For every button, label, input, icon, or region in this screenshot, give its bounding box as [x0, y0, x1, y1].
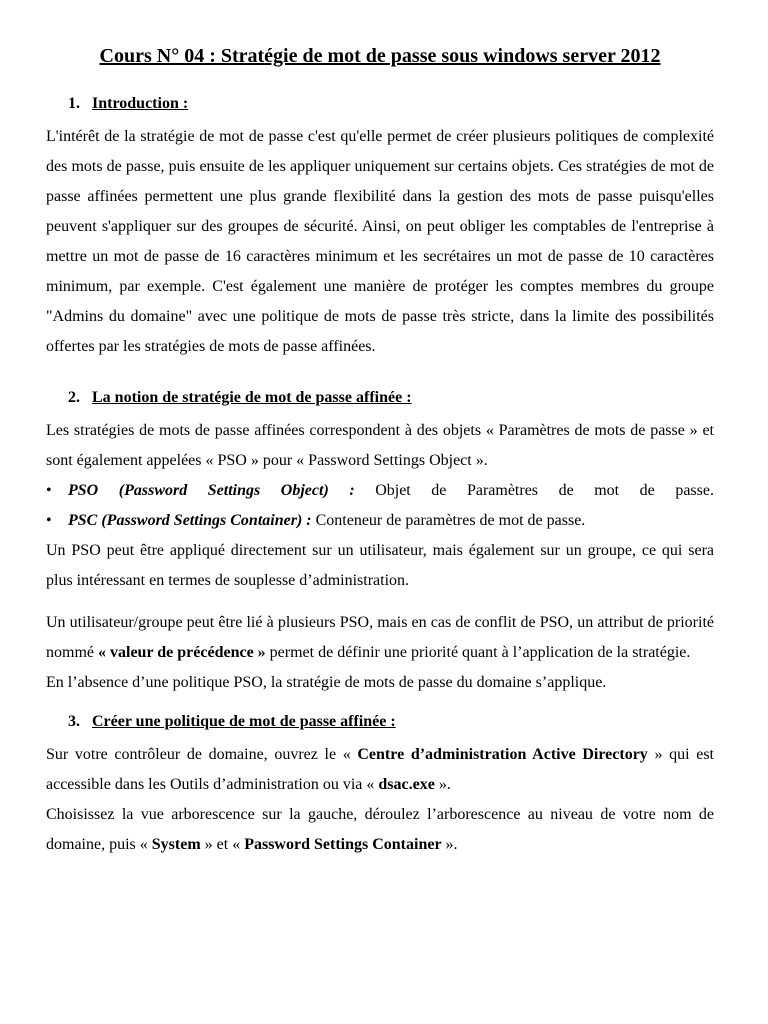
default-policy-paragraph: En l’absence d’une politique PSO, la stratégie de mots de passe du domaine s’applique. [46, 674, 607, 691]
section-heading-notion [46, 386, 714, 410]
section-heading-text: Créer une politique de mot de passe affinée : [92, 713, 396, 730]
document-page [46, 40, 714, 860]
section-heading-text: Introduction : [92, 95, 189, 112]
bullet-marker: • [46, 482, 52, 499]
bullet-definition: Objet de Paramètres de mot de passe. [354, 482, 714, 499]
precedence-term: « valeur de précédence » [98, 644, 266, 661]
dsac-command: dsac.exe [378, 776, 435, 793]
precedence-paragraph [46, 608, 714, 668]
precedence-text-before: Un utilisateur/groupe peut être lié à plusieurs PSO, mais en cas de conflit de PSO, un attribut de priorité nommé [46, 614, 714, 661]
bullet-definition: Conteneur de paramètres de mot de passe. [311, 512, 586, 529]
section-heading-create-policy [46, 710, 714, 734]
text-run: » qui est accessible dans les Outils d’administration ou via « [46, 746, 714, 793]
text-run: ». [434, 776, 451, 793]
notion-intro-paragraph: Les stratégies de mots de passe affinées correspondent à des objets « Paramètres de mots de passe » et sont également appelées « PSO » pour « Password Settings Object ». [46, 422, 714, 469]
section-number: 2. [68, 389, 80, 406]
precedence-text-after: permet de définir une priorité quant à l’application de la stratégie. [265, 644, 691, 661]
text-run: » et « [200, 836, 245, 853]
text-run: Choisissez la vue arborescence sur la gauche, déroulez l’arborescence au niveau de votre nom de domaine, puis « [46, 806, 714, 853]
admin-center-paragraph [46, 740, 714, 800]
bullet-term: PSO (Password Settings Object) : [68, 482, 355, 499]
section-heading-introduction [46, 92, 714, 116]
password-settings-container-name: Password Settings Container [244, 836, 442, 853]
bullet-item-pso [46, 476, 714, 506]
pso-application-paragraph: Un PSO peut être appliqué directement sur un utilisateur, mais également sur un groupe, ce qui sera plus intéressant en termes de souplesse d’administration. [46, 542, 714, 589]
section-heading-text: La notion de stratégie de mot de passe affinée : [92, 389, 412, 406]
tree-view-paragraph [46, 800, 714, 860]
admin-center-name: Centre d’administration Active Directory [357, 746, 648, 763]
bullet-marker: • [46, 512, 52, 529]
bullet-item-psc [46, 506, 714, 536]
system-container-name: System [151, 836, 201, 853]
bullet-term: PSC (Password Settings Container) : [68, 512, 312, 529]
introduction-paragraph: L'intérêt de la stratégie de mot de passe c'est qu'elle permet de créer plusieurs politiques de complexité des mots de passe, puis ensuite de les appliquer uniquement sur certains objets. Ces stratégies de mot de passe affinées permettent une plus grande flexibilité dans la gestion des mots de passe puisqu'elles peuvent s'appliquer sur des groupes de sécurité. Ainsi, on peut obliger les comptables de l'entreprise à mettre un mot de passe de 16 caractères minimum et les secrétaires un mot de passe de 10 caractères minimum, par exemple. C'est également une manière de protéger les comptes membres du groupe "Admins du domaine" avec une politique de mots de passe très stricte, dans la limite des possibilités offertes par les stratégies de mots de passe affinées. [46, 128, 714, 355]
text-run: Sur votre contrôleur de domaine, ouvrez le « [46, 746, 358, 763]
section-number: 1. [68, 95, 80, 112]
document-title: Cours N° 04 : Stratégie de mot de passe sous windows server 2012 [99, 45, 661, 67]
text-run: ». [441, 836, 458, 853]
section-number: 3. [68, 713, 80, 730]
